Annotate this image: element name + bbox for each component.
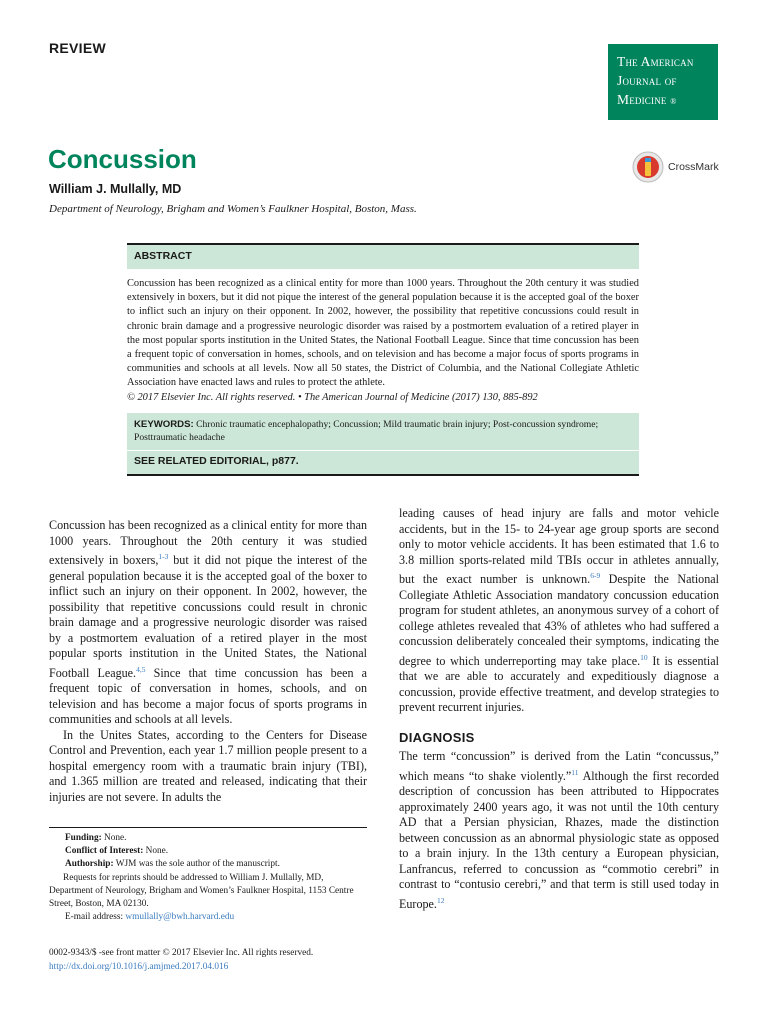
- journal-logo-line-2: Journal of: [617, 73, 677, 88]
- doi-link[interactable]: http://dx.doi.org/10.1016/j.amjmed.2017.04.016: [49, 962, 229, 972]
- footnote-funding: Funding: None.: [65, 833, 127, 843]
- section-label: REVIEW: [49, 40, 107, 56]
- citation-ref[interactable]: 10: [640, 652, 648, 662]
- crossmark-label: CrossMark: [668, 161, 719, 173]
- footnote-reprints: Requests for reprints should be addressed to William J. Mullally, MD, Department of Neurology, Brigham and Women’s Faulkner Hospital, 1153 Centre Street, Boston, MA 02130.: [49, 872, 354, 910]
- crossmark-icon: [632, 150, 664, 184]
- article-title: Concussion: [48, 144, 197, 174]
- journal-logo-line-1: The American: [617, 54, 694, 69]
- body-column-right: [399, 506, 719, 912]
- citation-ref[interactable]: 11: [571, 767, 579, 777]
- paragraph: The term “concussion” is derived from the Latin “concussus,” which means “to shake violently.”$^{11}$ Although the first recorded description of concussion has been attributed to Hippocrates approximately 2400 years ago, it was not until the 10th century AD that a Persian physician, Rhazes, made the distinction between concussion as an abnormal physiologic state as opposed to a brain injury. In the 13th century a European physician, Lanfrancus, referred to concussion as “commotio cerebri” in contrast to “contusio cerebri,” and that term is still used today in Europe.$^{12}$: [399, 749, 719, 911]
- issn-line: 0002-9343/$ -see front matter © 2017 Elsevier Inc. All rights reserved.: [49, 948, 314, 958]
- footnote-conflict: Conflict of Interest: None.: [65, 846, 169, 857]
- footnote-authorship: Authorship: WJM was the sole author of the manuscript.: [65, 859, 280, 870]
- affiliation: Department of Neurology, Brigham and Women’s Faulkner Hospital, Boston, Mass.: [49, 203, 417, 215]
- abstract-heading: ABSTRACT: [127, 243, 639, 269]
- body-column-left: [49, 518, 367, 805]
- footnote-divider: [49, 827, 367, 828]
- journal-logo: [608, 44, 718, 120]
- journal-logo-line-3: Medicine ®: [617, 92, 677, 107]
- citation-ref[interactable]: 4,5: [136, 664, 146, 674]
- section-heading: DIAGNOSIS: [399, 729, 475, 745]
- issn-block: [49, 946, 313, 974]
- paragraph: In the Unites States, according to the Centers for Disease Control and Prevention, each year 1.7 million people present to a hospital emergency room with a traumatic brain injury (TBI), and 1.365 million are treated and released, indicating that their injuries are not severe. In adults the: [49, 727, 367, 804]
- keywords: [127, 413, 639, 450]
- abstract-box: [127, 243, 639, 476]
- citation-ref[interactable]: 6-9: [590, 571, 601, 580]
- abstract-text: Concussion has been recognized as a clinical entity for more than 1000 years. Throughout the 20th century it was studied extensively in boxers, but it did not pique the interest of the general population because it is the accepted goal of the boxer to inflict such an injury on their opponent. In 2002, however, the possibility that repetitive concussions could result in chronic brain damage and a progressive neurologic disorder was raised by a postmortem evaluation of a retired player in the most popular sports institution in the United States, the National Football League. Since that time concussion has been a frequent topic of conversation in homes, schools, and on television and has become a major focus of sports programs in communities and schools at all levels. Now all 50 states, the District of Columbia, and the National Collegiate Athletic Association have enacted laws and rules to protect the athlete.: [127, 278, 639, 389]
- email-link[interactable]: wmullally@bwh.harvard.edu: [125, 912, 235, 923]
- author: William J. Mullally, MD: [49, 182, 182, 196]
- keywords-list: Chronic traumatic encephalopathy; Concussion; Mild traumatic brain injury; Post-concussion syndrome; Posttraumatic headache: [134, 418, 599, 444]
- crossmark-badge[interactable]: [632, 150, 719, 184]
- paragraph: leading causes of head injury are falls and motor vehicle accidents, but in the 15- to 24-year age group sports are second only to motor vehicle accidents. It has been estimated that 1.6 to 3.8 million sports-related mild TBIs occur in athletes annually, but the exact number is unknown.$^{6-9}$ Despite the National Collegiate Athletic Association mandatory concussion education program for student athletes, an anonymous survey of a cohort of college athletes revealed that 43% of athletes who had suffered a concussion deliberately concealed their symptoms, indicating the degree to which underreporting may take place.$^{10}$ It is essential that we are able to accurately and expeditiously diagnose a concussion, provide effective treatment, and develop strategies to prevent recurrent injuries.: [399, 506, 720, 715]
- footnote-email: E-mail address: wmullally@bwh.harvard.edu: [65, 912, 235, 923]
- paragraph: Concussion has been recognized as a clinical entity for more than 1000 years. Throughout the 20th century it was studied extensively in boxers,$^{1-3}$ but it did not pique the interest of the general population because it is the accepted goal of the boxer to inflict such an injury on their opponent. In 2002, however, the possibility that repetitive concussions could result in chronic brain damage and a progressive neurologic disorder was raised by a postmortem evaluation of a retired player in the most popular sports institution in the United States, the National Football League.$^{4,5}$ Since that time concussion has been a frequent topic of conversation in homes, schools, and on television and has become a major focus of sports programs in communities and schools at all levels.: [49, 518, 367, 727]
- related-editorial-link[interactable]: SEE RELATED EDITORIAL, p877.: [127, 450, 639, 476]
- abstract-citation: © 2017 Elsevier Inc. All rights reserved. • The American Journal of Medicine (2017) 130, 885-892: [127, 391, 538, 403]
- keywords-label: KEYWORDS:: [134, 418, 194, 430]
- citation-ref[interactable]: 12: [436, 895, 445, 905]
- footnotes: [49, 832, 367, 924]
- citation-ref[interactable]: 1-3: [158, 552, 169, 561]
